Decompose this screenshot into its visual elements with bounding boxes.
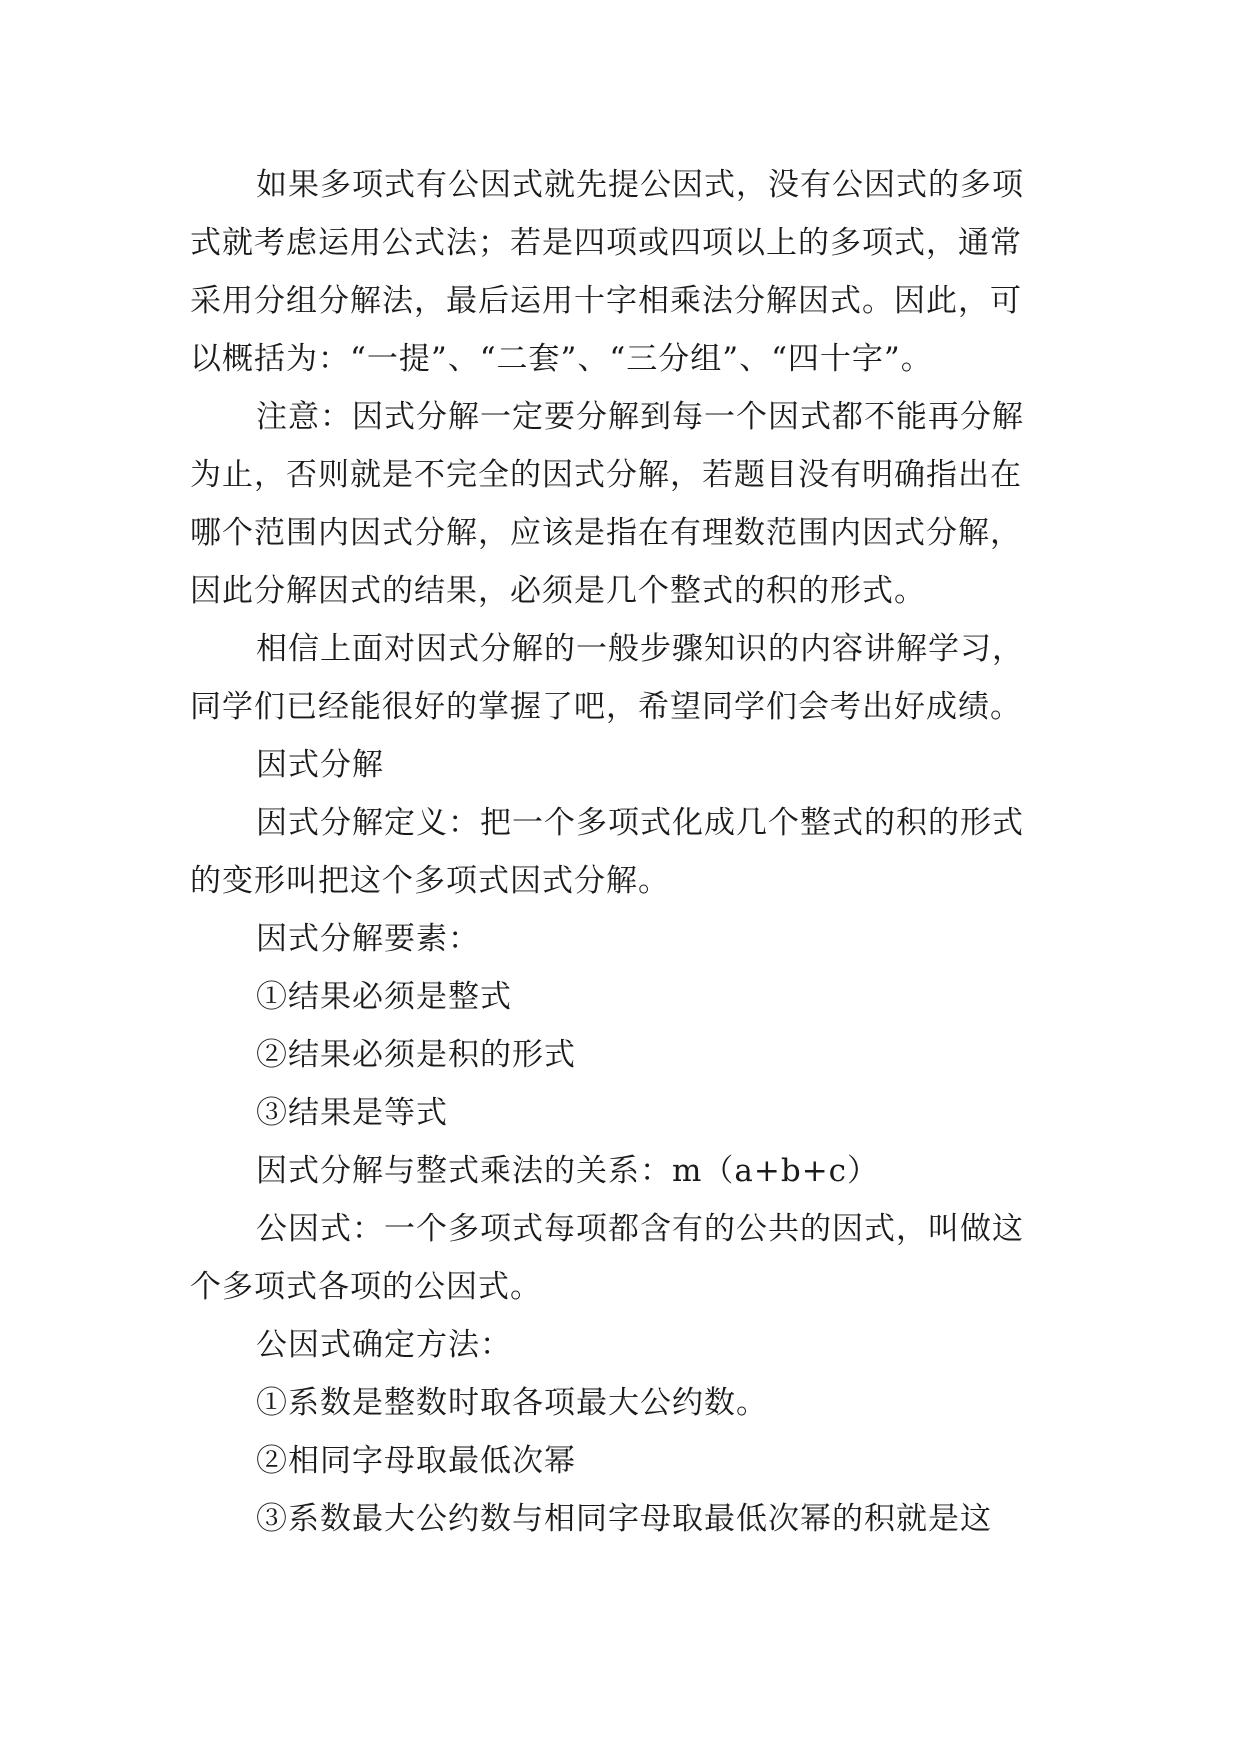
list-item: ①结果必须是整式 xyxy=(256,979,512,1015)
paragraph-line: 以概括为：“一提”、“二套”、“三分组”、“四十字”。 xyxy=(190,341,933,377)
list-item: ②结果必须是积的形式 xyxy=(256,1037,576,1073)
paragraph-line: 相信上面对因式分解的一般步骤知识的内容讲解学习， xyxy=(256,631,1024,667)
paragraph-line: 如果多项式有公因式就先提公因式，没有公因式的多项 xyxy=(256,167,1024,203)
paragraph-line: 采用分组分解法，最后运用十字相乘法分解因式。因此，可 xyxy=(190,283,1022,319)
paragraph-line: 因此分解因式的结果，必须是几个整式的积的形式。 xyxy=(190,573,926,609)
paragraph-line: 同学们已经能很好的掌握了吧，希望同学们会考出好成绩。 xyxy=(190,689,1022,725)
list-item: ②相同字母取最低次幂 xyxy=(256,1443,576,1479)
section-heading: 因式分解 xyxy=(256,747,384,783)
paragraph-line: 因式分解定义：把一个多项式化成几个整式的积的形式 xyxy=(256,805,1024,841)
list-item: ①系数是整数时取各项最大公约数。 xyxy=(256,1385,768,1421)
list-item: ③结果是等式 xyxy=(256,1095,448,1131)
paragraph-line: 式就考虑运用公式法；若是四项或四项以上的多项式，通常 xyxy=(190,225,1022,261)
paragraph-line: 注意：因式分解一定要分解到每一个因式都不能再分解 xyxy=(256,399,1024,435)
list-item: ③系数最大公约数与相同字母取最低次幂的积就是这 xyxy=(256,1501,992,1537)
paragraph-line: 公因式：一个多项式每项都含有的公共的因式，叫做这 xyxy=(256,1211,1024,1247)
paragraph-line: 个多项式各项的公因式。 xyxy=(190,1269,542,1305)
paragraph-line: 公因式确定方法： xyxy=(256,1327,512,1363)
paragraph-line: 因式分解要素： xyxy=(256,921,480,957)
paragraph-line: 的变形叫把这个多项式因式分解。 xyxy=(190,863,670,899)
paragraph-line: 为止，否则就是不完全的因式分解，若题目没有明确指出在 xyxy=(190,457,1022,493)
paragraph-line: 哪个范围内因式分解，应该是指在有理数范围内因式分解， xyxy=(190,515,1022,551)
paragraph-line: 因式分解与整式乘法的关系：m（a+b+c） xyxy=(256,1153,880,1189)
